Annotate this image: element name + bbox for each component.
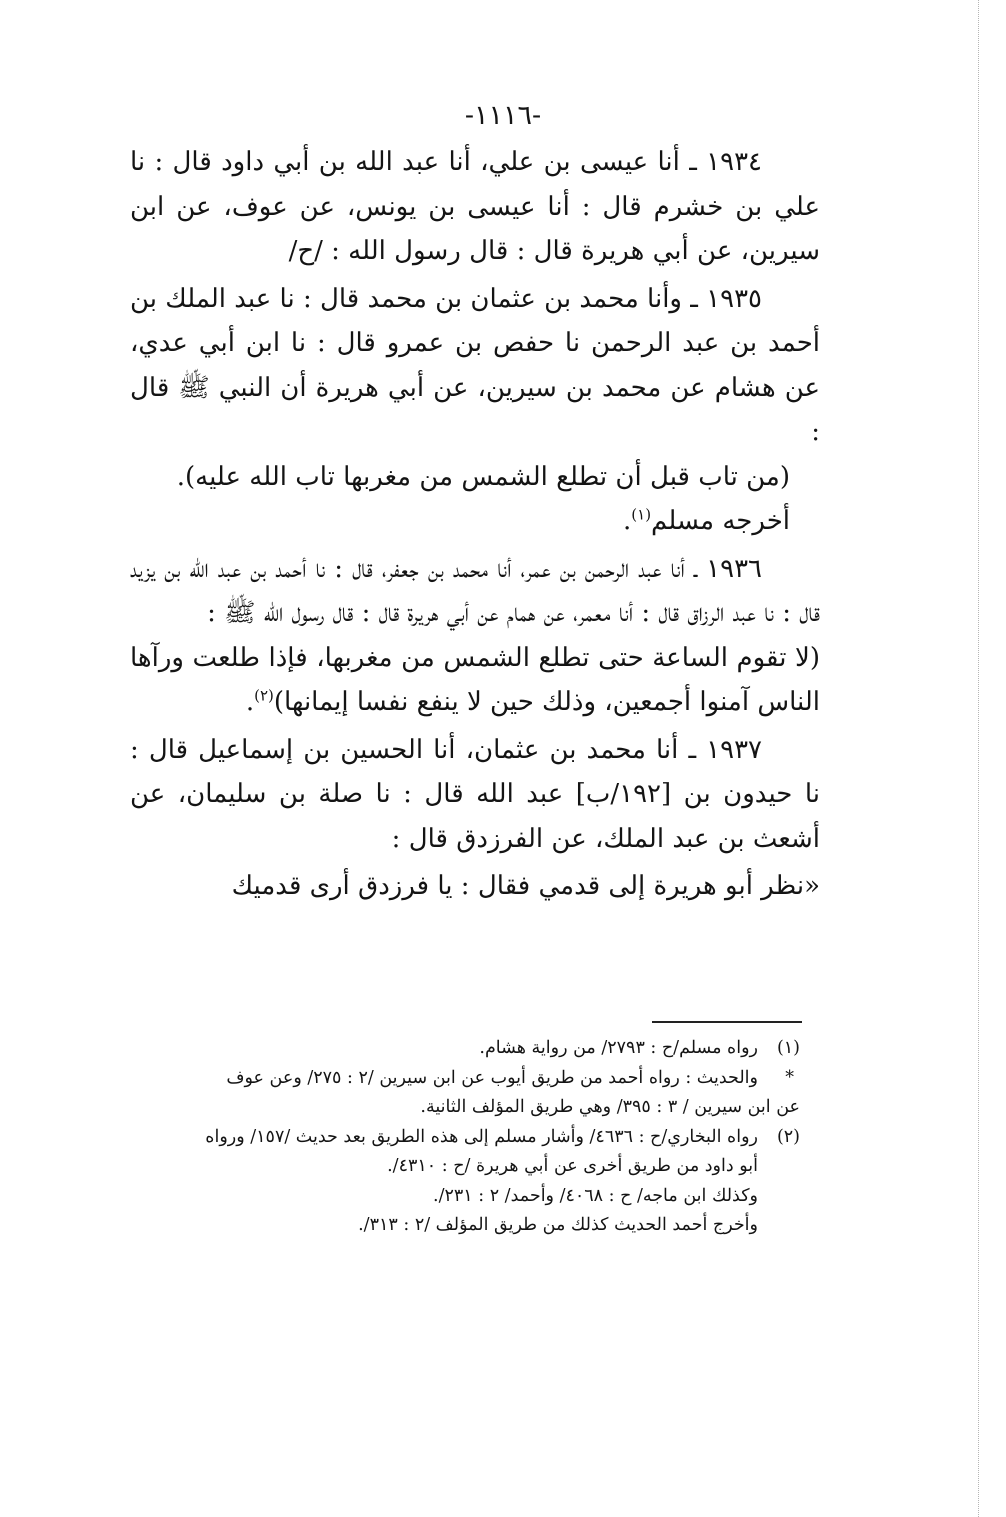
footnote-2	[140, 1123, 800, 1241]
page-binding-edge	[978, 0, 979, 1517]
hadith-1937: ١٩٣٧ ـ أنا محمد بن عثمان، أنا الحسين بن إسماعيل قال : نا حيدون بن [١٩٢/ب] عبد الله قال : نا صلة بن سليمان، عن أشعث بن عبد الملك، عن الفرزدق قال :	[130, 734, 820, 854]
footnote-1	[140, 1034, 800, 1064]
page-number: -١١١٦-	[464, 100, 542, 131]
main-text	[130, 140, 820, 909]
footnote-separator	[652, 1021, 802, 1023]
footnote-marker: (١)	[776, 1038, 800, 1058]
footnote-line: والحديث : رواه أحمد من طريق أيوب عن ابن سيرين /٢ : ٢٧٥/ وعن عوف	[226, 1067, 758, 1088]
footnote-ref-2[interactable]: (٢)	[254, 686, 274, 705]
hadith-1937-text: «نظر أبو هريرة إلى قدمي فقال : يا فرزدق أرى قدميك	[231, 871, 820, 901]
hadith-1936-end: .	[245, 687, 255, 717]
footnote-line: أبو داود من طريق أخرى عن أبي هريرة /ح : ٤٣١٠/.	[387, 1156, 758, 1176]
hadith-1934: ١٩٣٤ ـ أنا عيسى بن علي، أنا عبد الله بن أبي داود قال : نا علي بن خشرم قال : أنا عيسى بن يونس، عن عوف، عن ابن سيرين، عن أبي هريرة قال : قال رسول الله : /ح/	[130, 147, 820, 266]
hadith-1936-body: (لا تقوم الساعة حتى تطلع الشمس من مغربها، فإذا طلعت ورآها الناس آمنوا أجمعين، وذلك حين لا ينفع نفسا إيمانها)	[130, 642, 820, 717]
hadith-1935-source	[130, 499, 820, 544]
footnote-line: عن ابن سيرين / ٣ : ٣٩٥/ وهي طريق المؤلف الثانية.	[420, 1097, 800, 1117]
footnote-line: رواه البخاري/ح : ٤٦٣٦/ وأشار مسلم إلى هذه الطريق بعد حديث /١٥٧/ ورواه	[205, 1126, 758, 1147]
hadith-1935-text: (من تاب قبل أن تطلع الشمس من مغربها تاب الله عليه).	[176, 461, 790, 492]
footnote-line: وأخرج أحمد الحديث كذلك من طريق المؤلف /٢ : ٣١٣/.	[358, 1215, 758, 1235]
hadith-1935: ١٩٣٥ ـ وأنا محمد بن عثمان بن محمد قال : نا عبد الملك بن أحمد بن عبد الرحمن نا حفص بن عمرو قال : نا ابن أبي عدي، عن هشام عن محمد بن سيرين، عن أبي هريرة أن النبي ﷺ قال :	[130, 283, 820, 447]
footnote-line: وكذلك ابن ماجه/ ح : ٤٠٦٨/ وأحمد/ ٢ : ٢٣١/.	[433, 1185, 758, 1206]
footnotes	[140, 1034, 800, 1241]
footnote-star	[140, 1064, 800, 1123]
hadith-1936-text	[130, 636, 820, 725]
source-end: .	[623, 506, 632, 536]
source-text: أخرجه مسلم	[651, 506, 790, 536]
hadith-1936: ١٩٣٦ ـ أنا عبد الرحمن بن عمر، أنا محمد بن جعفر، قال : نا أحمد بن عبد الله بن يزيد قال : نا عبد الرزاق قال : أنا معمر، عن همام عن أبي هريرة قال : قال رسول الله ﷺ :	[130, 553, 820, 628]
footnote-ref-1[interactable]: (١)	[631, 505, 652, 524]
footnote-marker: *	[785, 1067, 794, 1088]
footnote-line: رواه مسلم/ح : ٢٧٩٣/ من رواية هشام.	[479, 1038, 758, 1058]
footnote-marker: (٢)	[776, 1126, 800, 1147]
